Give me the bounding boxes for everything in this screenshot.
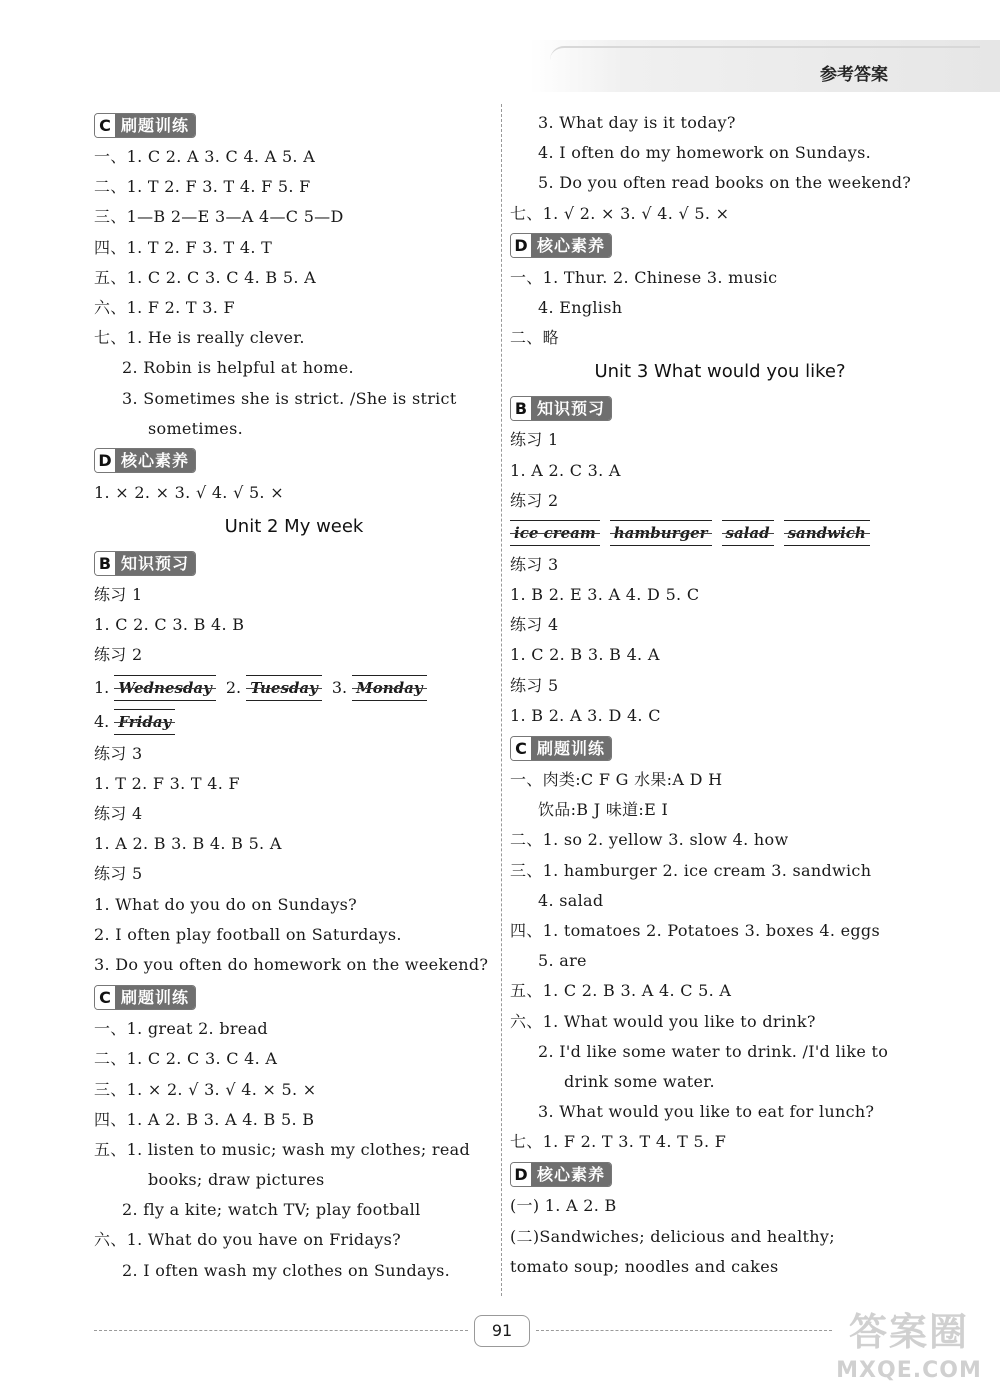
badge-label: 核心素养 xyxy=(531,1163,611,1186)
badge-label: 刷题训练 xyxy=(531,737,611,760)
answer-line: 二、1. C 2. C 3. C 4. A xyxy=(94,1049,278,1069)
answer-line: tomato soup; noodles and cakes xyxy=(510,1256,779,1276)
answer-line: 1. B 2. E 3. A 4. D 5. C xyxy=(510,585,700,605)
answer-line: 1. T 2. F 3. T 4. F xyxy=(94,773,240,793)
answer-line: 练习 1 xyxy=(510,430,559,450)
answer-line: 四、1. A 2. B 3. A 4. B 5. B xyxy=(94,1109,315,1129)
section-badge xyxy=(510,233,612,258)
item-number: 4. xyxy=(94,712,110,732)
answer-line: 1. What do you do on Sundays? xyxy=(94,894,358,914)
handwriting-row xyxy=(510,516,930,550)
badge-label: 知识预习 xyxy=(531,397,611,420)
answer-line: 练习 4 xyxy=(94,804,143,823)
section-badge xyxy=(94,113,196,138)
badge-label: 核心素养 xyxy=(115,449,195,472)
answer-line: 4. I often do my homework on Sundays. xyxy=(538,143,872,163)
section-badge xyxy=(510,1162,612,1187)
answer-line: (一) 1. A 2. B xyxy=(510,1196,617,1216)
answer-line: 三、1. × 2. √ 3. √ 4. × 5. × xyxy=(94,1079,317,1099)
answer-line: 三、1. hamburger 2. ice cream 3. sandwich xyxy=(510,860,872,880)
answer-line: drink some water. xyxy=(564,1071,715,1091)
section-badge xyxy=(510,396,612,421)
answer-line: 3. What would you like to eat for lunch? xyxy=(538,1102,875,1122)
section-badge xyxy=(510,736,612,761)
watermark-logo xyxy=(824,1308,994,1396)
badge-letter: D xyxy=(95,449,115,472)
handwritten-word: Wednesday xyxy=(114,675,215,701)
section-badge-line xyxy=(94,980,494,1014)
answer-line: 练习 2 xyxy=(94,645,143,665)
footer-dashed-rule xyxy=(94,1330,468,1331)
answer-line: 三、1—B 2—E 3—A 4—C 5—D xyxy=(94,207,344,227)
item-number: 1. xyxy=(94,678,110,698)
answer-line: 4. salad xyxy=(538,890,604,910)
answer-line: sometimes. xyxy=(148,418,243,438)
answer-line: books; draw pictures xyxy=(148,1170,325,1190)
answer-line: 练习 3 xyxy=(94,743,143,763)
answer-line: 练习 5 xyxy=(510,675,559,695)
answer-line: 1. C 2. C 3. B 4. B xyxy=(94,615,245,635)
badge-label: 刷题训练 xyxy=(115,114,195,137)
answer-line: 五、1. C 2. B 3. A 4. C 5. A xyxy=(510,981,732,1001)
answer-line: 5. Do you often read books on the weekend? xyxy=(538,173,912,193)
answer-line: 二、1. so 2. yellow 3. slow 4. how xyxy=(510,830,789,850)
answer-line: 2. Robin is helpful at home. xyxy=(122,358,354,378)
watermark-url: MXQE.COM xyxy=(836,1358,982,1383)
answer-line: 4. English xyxy=(538,297,623,317)
item-number: 2. xyxy=(225,678,242,698)
item-number: 3. xyxy=(331,678,348,698)
section-badge-line xyxy=(510,731,930,765)
answer-line: 练习 1 xyxy=(94,585,143,605)
answer-line: 1. B 2. A 3. D 4. C xyxy=(510,705,661,725)
answer-line: 2. fly a kite; watch TV; play football xyxy=(122,1200,421,1220)
answer-line: 四、1. T 2. F 3. T 4. T xyxy=(94,237,273,257)
badge-letter: B xyxy=(511,397,531,420)
page-header-title: 参考答案 xyxy=(820,65,888,85)
answer-line: 五、1. listen to music; wash my clothes; read xyxy=(94,1139,471,1159)
unit-title: Unit 2 My week xyxy=(224,516,364,538)
answer-line: 一、1. Thur. 2. Chinese 3. music xyxy=(510,267,778,287)
answer-line: 四、1. tomatoes 2. Potatoes 3. boxes 4. eggs xyxy=(510,920,880,940)
section-badge-line xyxy=(94,546,494,580)
handwritten-word: Monday xyxy=(352,675,426,701)
watermark-text: 答案圈 xyxy=(848,1310,969,1354)
answer-line: (二)Sandwiches; delicious and healthy; xyxy=(510,1226,835,1246)
answer-line: 五、1. C 2. C 3. C 4. B 5. A xyxy=(94,267,316,287)
handwriting-row xyxy=(94,705,494,739)
badge-label: 知识预习 xyxy=(115,552,195,575)
handwritten-word: Friday xyxy=(114,709,175,735)
answer-line: 2. I often play football on Saturdays. xyxy=(94,924,402,944)
page-number: 91 xyxy=(474,1315,530,1347)
handwritten-word: Tuesday xyxy=(246,675,322,701)
answer-line: 3. Sometimes she is strict. /She is strict xyxy=(122,388,457,408)
section-badge xyxy=(94,448,196,473)
handwritten-word: ice cream xyxy=(510,520,600,546)
right-column xyxy=(510,108,930,1282)
footer-dashed-rule xyxy=(536,1330,832,1331)
unit-title: Unit 3 What would you like? xyxy=(594,361,846,383)
handwritten-word: sandwich xyxy=(784,520,870,546)
answer-line: 二、1. T 2. F 3. T 4. F 5. F xyxy=(94,177,311,197)
badge-letter: C xyxy=(95,114,115,137)
left-column xyxy=(94,108,494,1286)
answer-line: 六、1. What do you have on Fridays? xyxy=(94,1230,402,1250)
answer-line: 二、略 xyxy=(510,328,559,348)
answer-line: 练习 5 xyxy=(94,864,143,884)
answer-line: 1. × 2. × 3. √ 4. √ 5. × xyxy=(94,482,284,502)
answer-line: 六、1. What would you like to drink? xyxy=(510,1011,816,1031)
column-divider xyxy=(501,104,502,1296)
handwritten-word: salad xyxy=(722,520,774,546)
answer-line: 5. are xyxy=(538,951,587,971)
answer-line: 1. A 2. B 3. B 4. B 5. A xyxy=(94,834,282,854)
handwriting-row xyxy=(94,671,494,705)
header-band xyxy=(530,40,1000,92)
badge-label: 核心素养 xyxy=(531,234,611,257)
badge-letter: D xyxy=(511,234,531,257)
answer-line: 3. Do you often do homework on the weekend? xyxy=(94,954,489,974)
section-badge-line xyxy=(94,108,494,142)
handwritten-word: hamburger xyxy=(610,520,712,546)
badge-letter: C xyxy=(511,737,531,760)
section-badge xyxy=(94,551,196,576)
badge-letter: B xyxy=(95,552,115,575)
badge-label: 刷题训练 xyxy=(115,986,195,1009)
answer-line: 饮品:B J 味道:E I xyxy=(538,800,669,820)
answer-line: 1. C 2. B 3. B 4. A xyxy=(510,645,660,665)
section-badge-line xyxy=(510,391,930,425)
badge-letter: D xyxy=(511,1163,531,1186)
answer-line: 练习 2 xyxy=(510,490,559,510)
answer-line: 练习 4 xyxy=(510,615,559,635)
answer-line: 一、1. C 2. A 3. C 4. A 5. A xyxy=(94,147,316,166)
answer-line: 一、肉类:C F G 水果:A D H xyxy=(510,770,723,789)
answer-line: 六、1. F 2. T 3. F xyxy=(94,297,235,317)
answer-line: 七、1. F 2. T 3. T 4. T 5. F xyxy=(510,1132,727,1152)
answer-line: 2. I'd like some water to drink. /I'd like to xyxy=(538,1041,889,1061)
section-badge-line xyxy=(94,444,494,478)
answer-line: 一、1. great 2. bread xyxy=(94,1019,268,1039)
answer-line: 练习 3 xyxy=(510,554,559,574)
section-badge xyxy=(94,985,196,1010)
section-badge-line xyxy=(510,1157,930,1191)
section-badge-line xyxy=(510,229,930,263)
answer-line: 3. What day is it today? xyxy=(538,113,736,132)
answer-line: 2. I often wash my clothes on Sundays. xyxy=(122,1260,451,1280)
answer-line: 七、1. √ 2. × 3. √ 4. √ 5. × xyxy=(510,203,730,223)
answer-line: 七、1. He is really clever. xyxy=(94,328,305,348)
badge-letter: C xyxy=(95,986,115,1009)
answer-line: 1. A 2. C 3. A xyxy=(510,460,621,480)
